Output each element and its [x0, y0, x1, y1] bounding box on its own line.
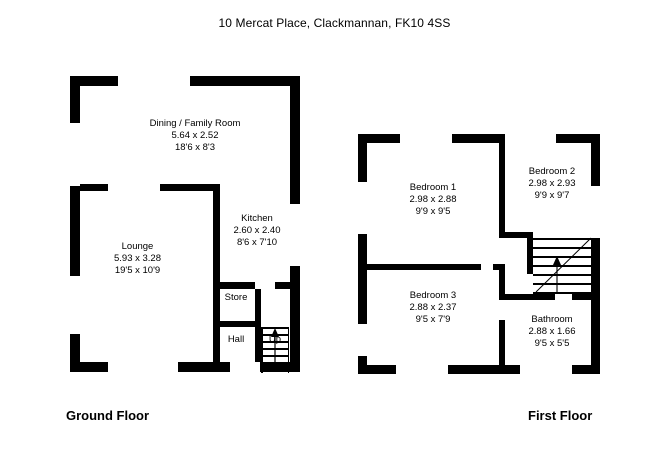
room-label-bedroom-1	[376, 182, 490, 218]
room-metric: 2.60 x 2.40	[233, 225, 281, 236]
room-name: Bedroom 3	[409, 290, 457, 301]
room-metric: 2.98 x 2.93	[528, 178, 576, 189]
ground-floor-label: Ground Floor	[66, 408, 150, 423]
first-floor-plan	[358, 134, 600, 374]
room-imperial: 18'6 x 8'3	[174, 142, 216, 153]
page-title: 10 Mercat Place, Clackmannan, FK10 4SS	[218, 16, 451, 30]
room-name: Dining / Family Room	[149, 118, 241, 129]
room-name: Bedroom 2	[528, 166, 576, 177]
room-name: Bathroom	[531, 314, 573, 325]
room-label-up: Up	[268, 334, 282, 345]
room-metric: 2.98 x 2.88	[409, 194, 457, 205]
room-metric: 5.93 x 3.28	[113, 253, 161, 264]
room-metric: 2.88 x 2.37	[409, 302, 457, 313]
first-floor-label: First Floor	[528, 408, 593, 423]
room-imperial: 9'9 x 9'7	[534, 190, 570, 201]
room-label-bedroom-3	[376, 290, 490, 326]
room-metric: 2.88 x 1.66	[528, 326, 576, 337]
room-label-dining-family-room	[125, 118, 265, 154]
room-imperial: 19'5 x 10'9	[114, 265, 161, 276]
room-label-kitchen	[213, 213, 301, 249]
room-name: Kitchen	[241, 213, 273, 224]
room-metric: 5.64 x 2.52	[171, 130, 219, 141]
room-label-lounge	[70, 241, 205, 277]
room-name: Lounge	[121, 241, 154, 252]
room-name: Bedroom 1	[409, 182, 457, 193]
ground-floor-plan	[70, 76, 300, 372]
room-label-bedroom-2	[508, 166, 596, 202]
room-label-store: Store	[224, 292, 248, 303]
room-imperial: 9'5 x 7'9	[415, 314, 451, 325]
room-imperial: 8'6 x 7'10	[236, 237, 278, 248]
room-label-bathroom	[508, 314, 596, 350]
room-label-hall: Hall	[227, 334, 245, 345]
room-imperial: 9'5 x 5'5	[534, 338, 570, 349]
room-imperial: 9'9 x 9'5	[415, 206, 451, 217]
